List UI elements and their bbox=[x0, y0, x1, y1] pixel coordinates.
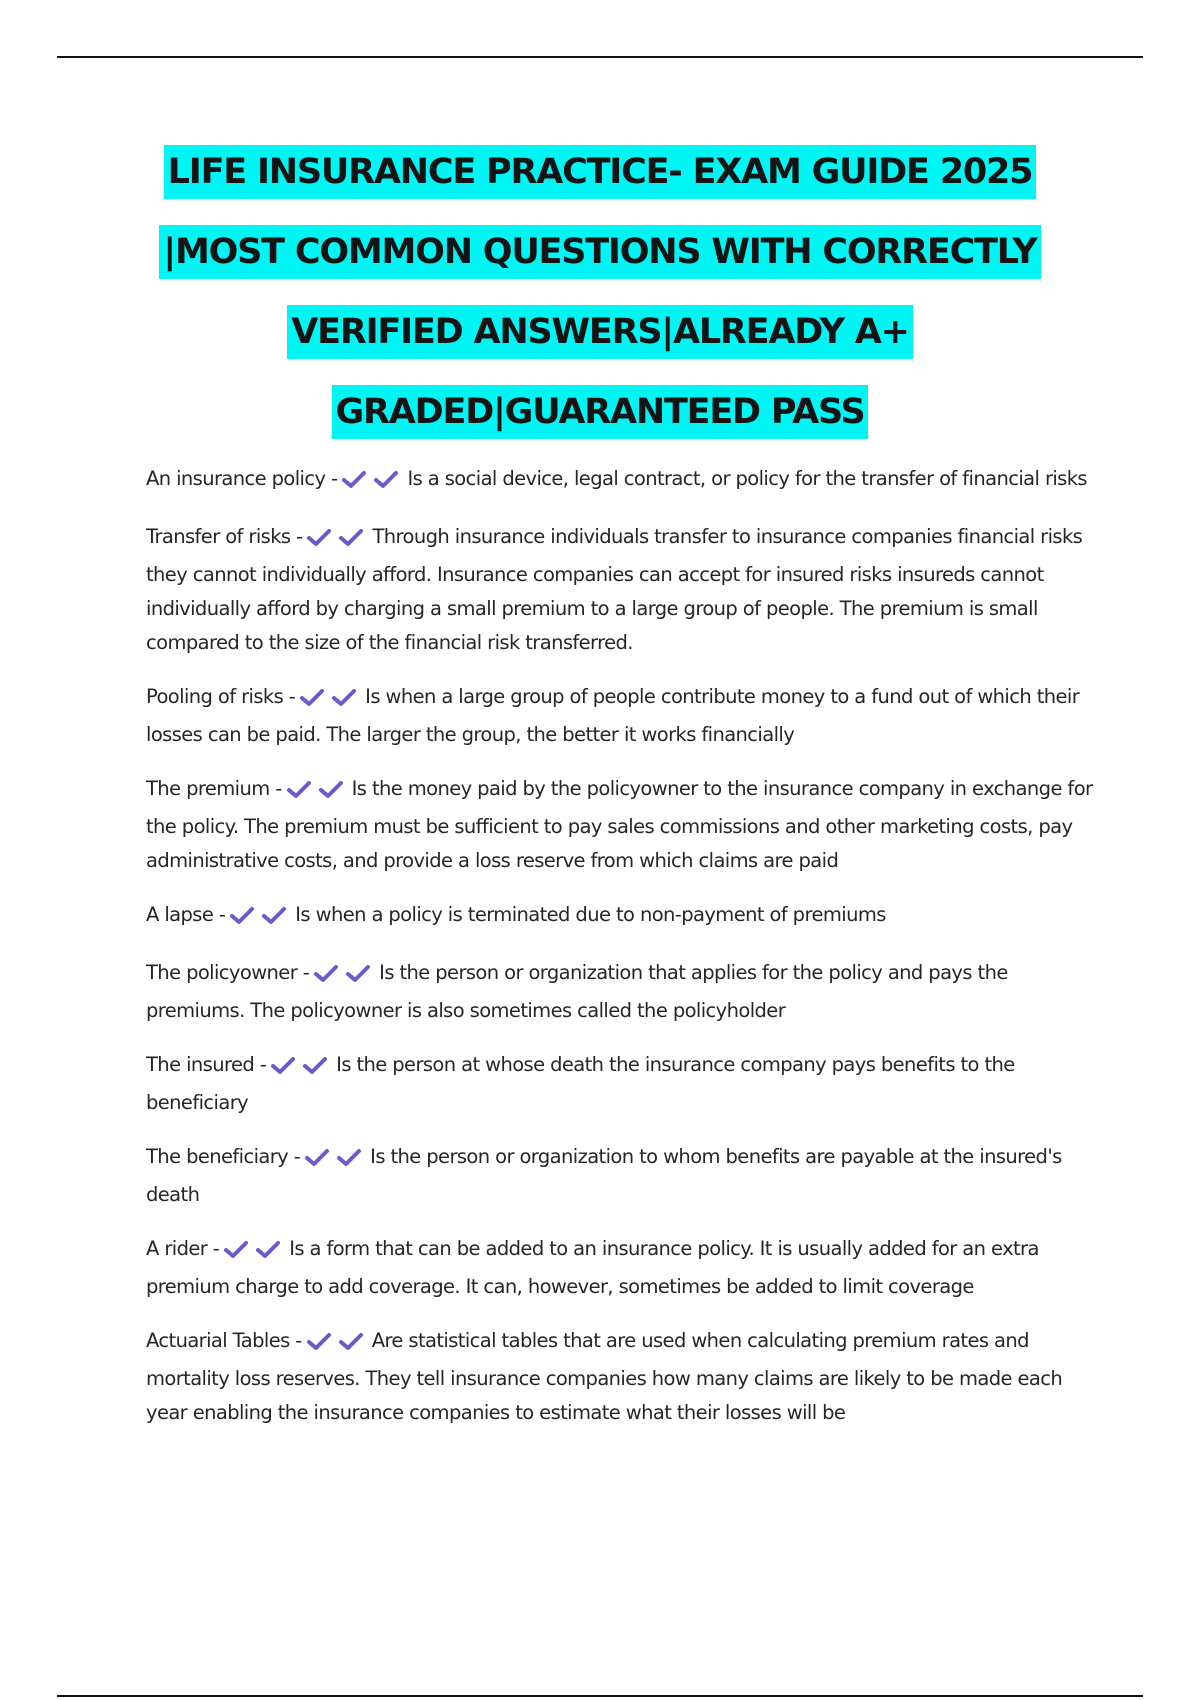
qa-entry bbox=[146, 898, 1096, 936]
check-icon bbox=[223, 1239, 249, 1259]
double-check-icon bbox=[304, 1144, 368, 1178]
check-icon bbox=[338, 527, 364, 547]
check-icon bbox=[306, 1331, 332, 1351]
bottom-divider bbox=[57, 1695, 1143, 1697]
title-line-3: VERIFIED ANSWERS|ALREADY A+ bbox=[40, 305, 1160, 359]
check-icon bbox=[336, 1147, 362, 1167]
check-icon bbox=[318, 779, 344, 799]
check-icon bbox=[304, 1147, 330, 1167]
title-line-1: LIFE INSURANCE PRACTICE- EXAM GUIDE 2025 bbox=[40, 145, 1160, 199]
double-check-icon bbox=[306, 524, 370, 558]
check-icon bbox=[286, 779, 312, 799]
qa-term: A lapse - bbox=[146, 903, 226, 926]
check-icon bbox=[270, 1055, 296, 1075]
check-icon bbox=[306, 527, 332, 547]
qa-term: The insured - bbox=[146, 1053, 267, 1076]
qa-term: The beneficiary - bbox=[146, 1145, 301, 1168]
check-icon bbox=[341, 469, 367, 489]
qa-entry bbox=[146, 956, 1096, 1028]
qa-entry bbox=[146, 1048, 1096, 1120]
qa-definition: Is a form that can be added to an insurance policy. It is usually added for an extra premium charge to add coverage. It can, however, sometimes be added to limit coverage bbox=[146, 1237, 1039, 1298]
check-icon bbox=[313, 963, 339, 983]
check-icon bbox=[261, 905, 287, 925]
qa-term: A rider - bbox=[146, 1237, 220, 1260]
qa-entry bbox=[146, 1324, 1096, 1430]
check-icon bbox=[338, 1331, 364, 1351]
check-icon bbox=[373, 469, 399, 489]
qa-definition: Is the person at whose death the insurance company pays benefits to the beneficiary bbox=[146, 1053, 1015, 1114]
check-icon bbox=[255, 1239, 281, 1259]
title-line-4: GRADED|GUARANTEED PASS bbox=[40, 385, 1160, 439]
double-check-icon bbox=[306, 1328, 370, 1362]
qa-definition: Is the person or organization that applies for the policy and pays the premiums. The policyowner is also sometimes called the policyholder bbox=[146, 961, 1008, 1022]
title-line-2: |MOST COMMON QUESTIONS WITH CORRECTLY bbox=[40, 225, 1160, 279]
qa-entry bbox=[146, 1140, 1096, 1212]
double-check-icon bbox=[341, 466, 405, 500]
qa-entry bbox=[146, 462, 1096, 500]
qa-definition: Is when a large group of people contribute money to a fund out of which their losses can be paid. The larger the group, the better it works financially bbox=[146, 685, 1080, 746]
qa-definition: Is a social device, legal contract, or policy for the transfer of financial risks bbox=[407, 467, 1087, 490]
qa-entry bbox=[146, 680, 1096, 752]
qa-entry bbox=[146, 772, 1096, 878]
qa-term: Actuarial Tables - bbox=[146, 1329, 302, 1352]
qa-term: Pooling of risks - bbox=[146, 685, 296, 708]
qa-term: Transfer of risks - bbox=[146, 525, 303, 548]
double-check-icon bbox=[313, 960, 377, 994]
check-icon bbox=[229, 905, 255, 925]
double-check-icon bbox=[229, 902, 293, 936]
qa-term: The premium - bbox=[146, 777, 282, 800]
qa-term: An insurance policy - bbox=[146, 467, 338, 490]
double-check-icon bbox=[223, 1236, 287, 1270]
double-check-icon bbox=[286, 776, 350, 810]
qa-definition: Is when a policy is terminated due to non-payment of premiums bbox=[295, 903, 886, 926]
document-title bbox=[40, 145, 1160, 465]
qa-term: The policyowner - bbox=[146, 961, 310, 984]
qa-definition: Is the money paid by the policyowner to the insurance company in exchange for the policy. The premium must be sufficient to pay sales commissions and other marketing costs, pay administrative costs, and provide a loss reserve from which claims are paid bbox=[146, 777, 1093, 872]
qa-entry bbox=[146, 1232, 1096, 1304]
double-check-icon bbox=[299, 684, 363, 718]
check-icon bbox=[299, 687, 325, 707]
top-divider bbox=[57, 56, 1143, 58]
qa-definition: Are statistical tables that are used when calculating premium rates and mortality loss reserves. They tell insurance companies how many claims are likely to be made each year enabling the insurance companies to estimate what their losses will be bbox=[146, 1329, 1063, 1424]
double-check-icon bbox=[270, 1052, 334, 1086]
qa-definition: Through insurance individuals transfer to insurance companies financial risks they cannot individually afford. Insurance companies can accept for insured risks insureds cannot individually afford by charging a small premium to a large group of people. The premium is small compared to the size of the financial risk transferred. bbox=[146, 525, 1083, 654]
qa-entry bbox=[146, 520, 1096, 660]
check-icon bbox=[302, 1055, 328, 1075]
check-icon bbox=[331, 687, 357, 707]
qa-list bbox=[146, 462, 1096, 1450]
qa-definition: Is the person or organization to whom benefits are payable at the insured's death bbox=[146, 1145, 1062, 1206]
check-icon bbox=[345, 963, 371, 983]
